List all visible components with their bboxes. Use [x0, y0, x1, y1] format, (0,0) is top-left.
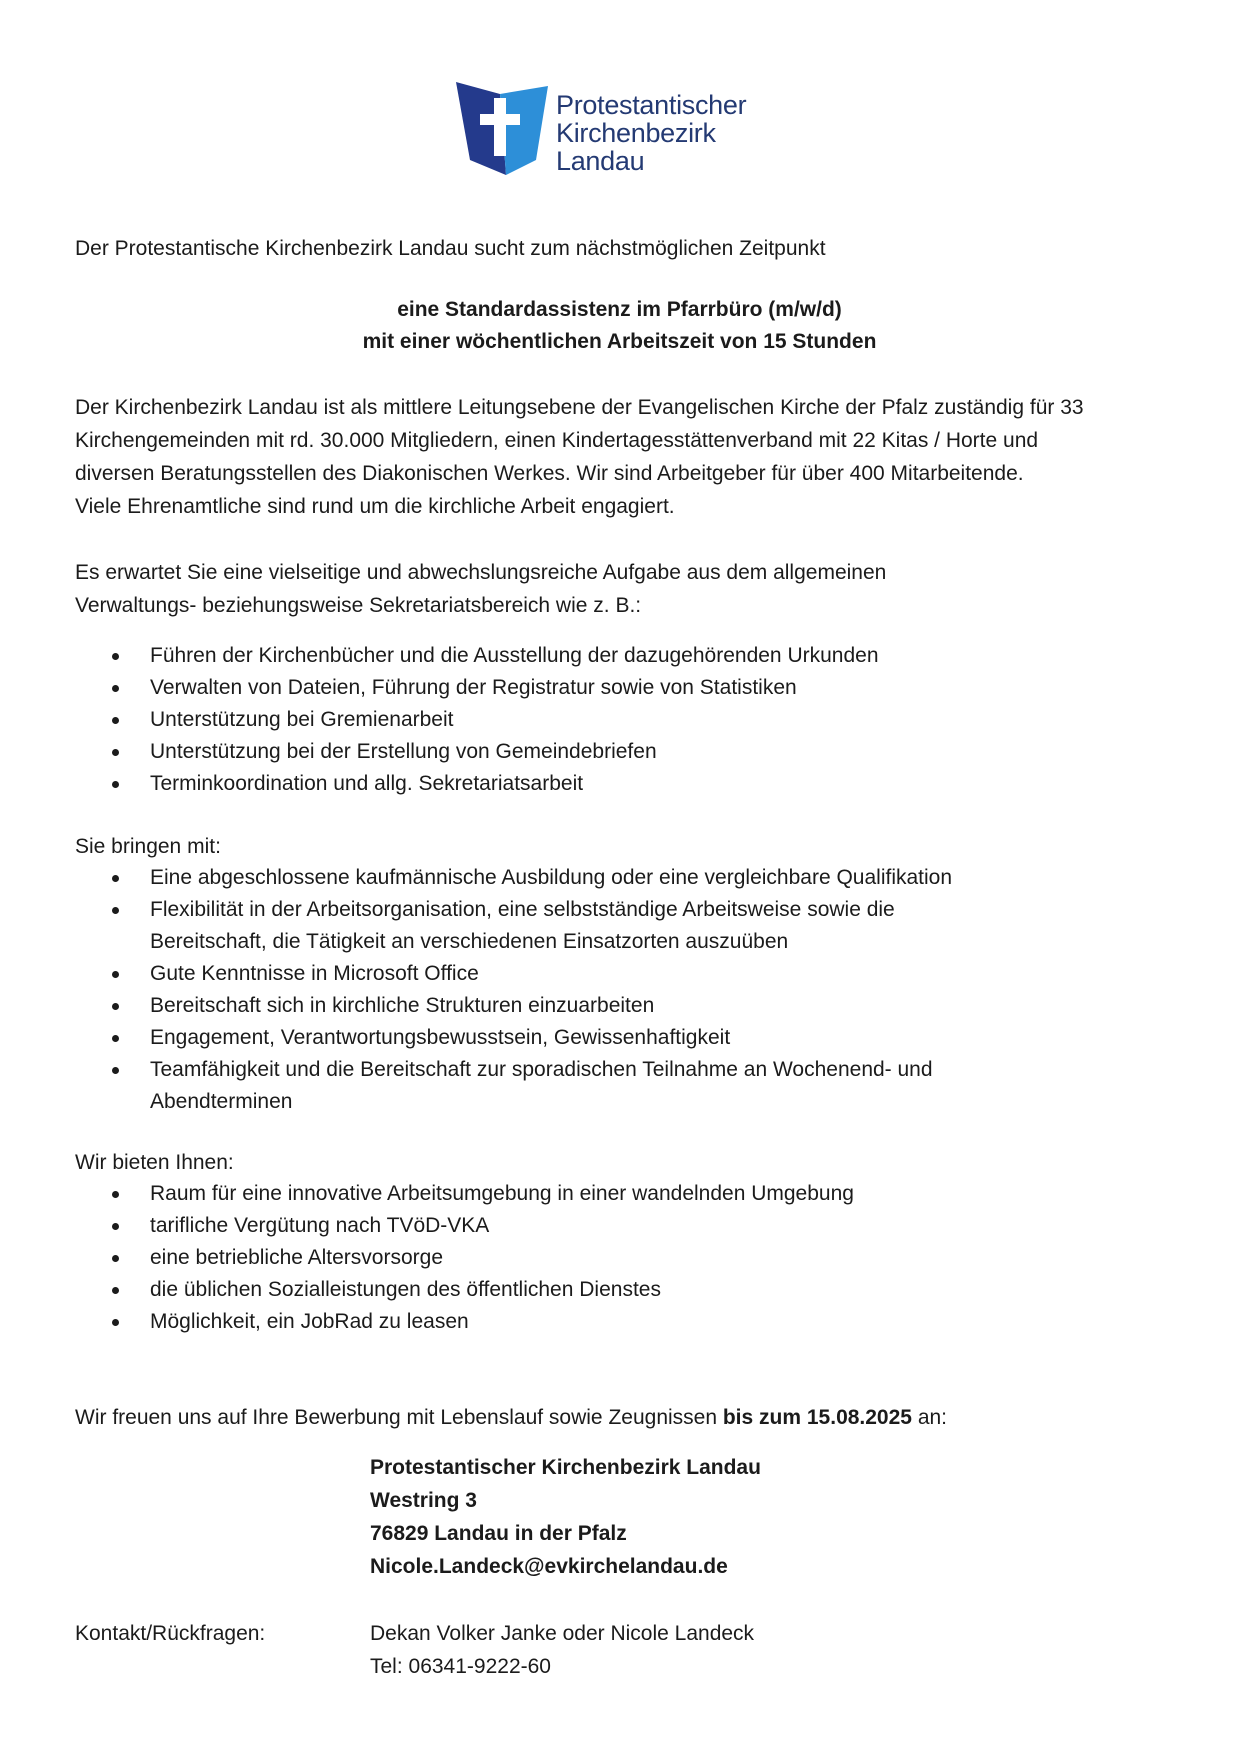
bullet-icon [112, 875, 119, 882]
headline-hours: mit einer wöchentlichen Arbeitszeit von 15 Stunden [362, 330, 877, 353]
bullet-icon [112, 717, 119, 724]
bullet-icon [112, 907, 119, 914]
list-item: Engagement, Verantwortungsbewusstsein, Gewissenhaftigkeit [75, 1022, 1175, 1054]
list-item: Terminkoordination und allg. Sekretariatsarbeit [75, 768, 1175, 800]
contact-label: Kontakt/Rückfragen: [75, 1622, 266, 1645]
bullet-icon [112, 971, 119, 978]
application-deadline: bis zum 15.08.2025 [722, 1406, 912, 1429]
address-email[interactable]: Nicole.Landeck@evkirchelandau.de [370, 1555, 728, 1578]
list-item: Eine abgeschlossene kaufmännische Ausbildung oder eine vergleichbare Qualifikation [75, 862, 1175, 894]
cross-book-icon [456, 80, 551, 180]
bullet-icon [112, 749, 119, 756]
tasks-list [75, 640, 1175, 800]
requirements-list [75, 862, 1175, 1118]
list-item: Raum für eine innovative Arbeitsumgebung in einer wandelnden Umgebung [75, 1178, 1175, 1210]
bullet-icon [112, 1223, 119, 1230]
bullet-icon [112, 781, 119, 788]
logo-line-1: Protestantischer [556, 90, 747, 120]
logo-wordmark [556, 91, 746, 175]
contact-names: Dekan Volker Janke oder Nicole Landeck [370, 1622, 755, 1645]
list-item: eine betriebliche Altersvorsorge [75, 1242, 1175, 1274]
bullet-icon [112, 1319, 119, 1326]
bullet-icon [112, 1255, 119, 1262]
list-item: die üblichen Sozialleistungen des öffentlichen Dienstes [75, 1274, 1175, 1306]
tasks-intro [75, 556, 1175, 622]
list-item: tarifliche Vergütung nach TVöD-VKA [75, 1210, 1175, 1242]
address-block [370, 1451, 761, 1583]
address-city: 76829 Landau in der Pfalz [370, 1522, 627, 1545]
offers-list [75, 1178, 1175, 1338]
requirements-heading: Sie bringen mit: [75, 835, 221, 858]
bullet-icon [112, 653, 119, 660]
list-item: Teamfähigkeit und die Bereitschaft zur sporadischen Teilnahme an Wochenend- und Abendterminen [75, 1054, 1175, 1118]
list-item: Unterstützung bei der Erstellung von Gemeindebriefen [75, 736, 1175, 768]
list-item: Flexibilität in der Arbeitsorganisation, eine selbstständige Arbeitsweise sowie die Bereitschaft, die Tätigkeit an verschiedenen Einsatzorten auszuüben [75, 894, 1175, 958]
application-text: Wir freuen uns auf Ihre Bewerbung mit Lebenslauf sowie Zeugnissen bis zum 15.08.2025 an: [75, 1406, 948, 1429]
about-line: Viele Ehrenamtliche sind rund um die kirchliche Arbeit engagiert. [75, 495, 675, 518]
bullet-icon [112, 685, 119, 692]
logo-line-3: Landau [556, 146, 645, 176]
bullet-icon [112, 1287, 119, 1294]
bullet-icon [112, 1191, 119, 1198]
tasks-intro-line: Es erwartet Sie eine vielseitige und abwechslungsreiche Aufgabe aus dem allgemeinen [75, 561, 887, 584]
list-item: Gute Kenntnisse in Microsoft Office [75, 958, 1175, 990]
list-item: Möglichkeit, ein JobRad zu leasen [75, 1306, 1175, 1338]
about-paragraph [75, 391, 1175, 523]
bullet-icon [112, 1067, 119, 1074]
offers-heading: Wir bieten Ihnen: [75, 1151, 234, 1174]
list-item: Unterstützung bei Gremienarbeit [75, 704, 1175, 736]
about-line: diversen Beratungsstellen des Diakonischen Werkes. Wir sind Arbeitgeber für über 400 Mitarbeitende. [75, 462, 1024, 485]
address-org: Protestantischer Kirchenbezirk Landau [370, 1456, 761, 1479]
logo [456, 80, 796, 180]
list-item: Führen der Kirchenbücher und die Ausstellung der dazugehörenden Urkunden [75, 640, 1175, 672]
address-street: Westring 3 [370, 1489, 477, 1512]
logo-line-2: Kirchenbezirk [556, 118, 716, 148]
about-line: Kirchengemeinden mit rd. 30.000 Mitgliedern, einen Kindertagesstättenverband mit 22 Kitas / Horte und [75, 429, 1039, 452]
bullet-icon [112, 1035, 119, 1042]
contact-phone: Tel: 06341-9222-60 [370, 1655, 551, 1678]
intro-text: Der Protestantische Kirchenbezirk Landau sucht zum nächstmöglichen Zeitpunkt [75, 237, 826, 260]
headline-position: eine Standardassistenz im Pfarrbüro (m/w/d) [397, 298, 842, 321]
about-line: Der Kirchenbezirk Landau ist als mittlere Leitungsebene der Evangelischen Kirche der Pfalz zuständig für 33 [75, 396, 1084, 419]
list-item: Verwalten von Dateien, Führung der Registratur sowie von Statistiken [75, 672, 1175, 704]
tasks-intro-line: Verwaltungs- beziehungsweise Sekretariatsbereich wie z. B.: [75, 594, 642, 617]
contact-block [370, 1617, 754, 1683]
list-item: Bereitschaft sich in kirchliche Strukturen einzuarbeiten [75, 990, 1175, 1022]
bullet-icon [112, 1003, 119, 1010]
